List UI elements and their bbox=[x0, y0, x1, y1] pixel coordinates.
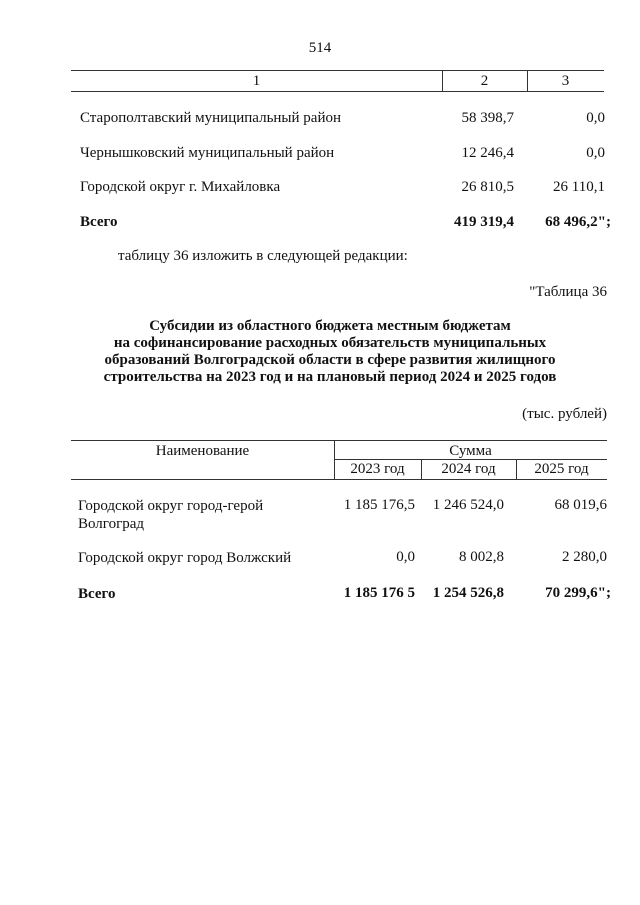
row-col3: 26 110,1 bbox=[553, 179, 605, 195]
row-2023: 1 185 176,5 bbox=[343, 497, 415, 513]
row-2024: 1 246 524,0 bbox=[432, 497, 504, 513]
row-col2: 58 398,7 bbox=[461, 110, 514, 126]
row-col2: 26 810,5 bbox=[461, 179, 514, 195]
row-2025: 68 019,6 bbox=[554, 497, 607, 513]
row-col3: 0,0 bbox=[586, 110, 605, 126]
row-name: Городской округ город Волжский bbox=[78, 550, 292, 566]
title-line: Субсидии из областного бюджета местным бюджетам bbox=[149, 318, 511, 334]
table1-header-col3: 3 bbox=[561, 73, 570, 89]
header-year-2023: 2023 год bbox=[350, 461, 405, 477]
units-label: (тыс. рублей) bbox=[522, 406, 607, 422]
table-title bbox=[60, 318, 600, 386]
total-label: Всего bbox=[78, 586, 116, 602]
header-year-2025: 2025 год bbox=[534, 461, 589, 477]
row-name: Городской округ г. Михайловка bbox=[80, 179, 281, 195]
title-line: строительства на 2023 год и на плановый период 2024 и 2025 годов bbox=[103, 369, 557, 385]
total-2023: 1 185 176 5 bbox=[343, 585, 415, 601]
total-col2: 419 319,4 bbox=[454, 214, 514, 230]
total-2025: 70 299,6"; bbox=[545, 585, 611, 601]
row-2024: 8 002,8 bbox=[459, 549, 504, 565]
row-2025: 2 280,0 bbox=[562, 549, 607, 565]
header-sum: Сумма bbox=[449, 443, 492, 459]
page-number: 514 bbox=[308, 40, 332, 56]
instruction-text: таблицу 36 изложить в следующей редакции: bbox=[118, 248, 408, 264]
row-col3: 0,0 bbox=[586, 145, 605, 161]
row-name: Старополтавский муниципальный район bbox=[80, 110, 341, 126]
total-2024: 1 254 526,8 bbox=[432, 585, 504, 601]
table1-header-col2: 2 bbox=[480, 73, 489, 89]
table2-header bbox=[71, 440, 607, 480]
header-year-2024: 2024 год bbox=[441, 461, 496, 477]
row-col2: 12 246,4 bbox=[461, 145, 514, 161]
row-name-line: Волгоград bbox=[78, 516, 145, 532]
row-name-line: Городской округ город-герой bbox=[78, 498, 264, 514]
table-label: "Таблица 36 bbox=[529, 284, 607, 300]
table1-header-col1: 1 bbox=[252, 73, 261, 89]
row-name bbox=[78, 497, 263, 533]
table1-header bbox=[71, 70, 604, 92]
total-label: Всего bbox=[80, 214, 118, 230]
row-2023: 0,0 bbox=[396, 549, 415, 565]
header-name: Наименование bbox=[155, 443, 250, 459]
row-name: Чернышковский муниципальный район bbox=[80, 145, 335, 161]
title-line: образований Волгоградской области в сфере развития жилищного bbox=[104, 352, 556, 368]
total-col3: 68 496,2"; bbox=[545, 214, 611, 230]
title-line: на софинансирование расходных обязательств муниципальных bbox=[113, 335, 547, 351]
